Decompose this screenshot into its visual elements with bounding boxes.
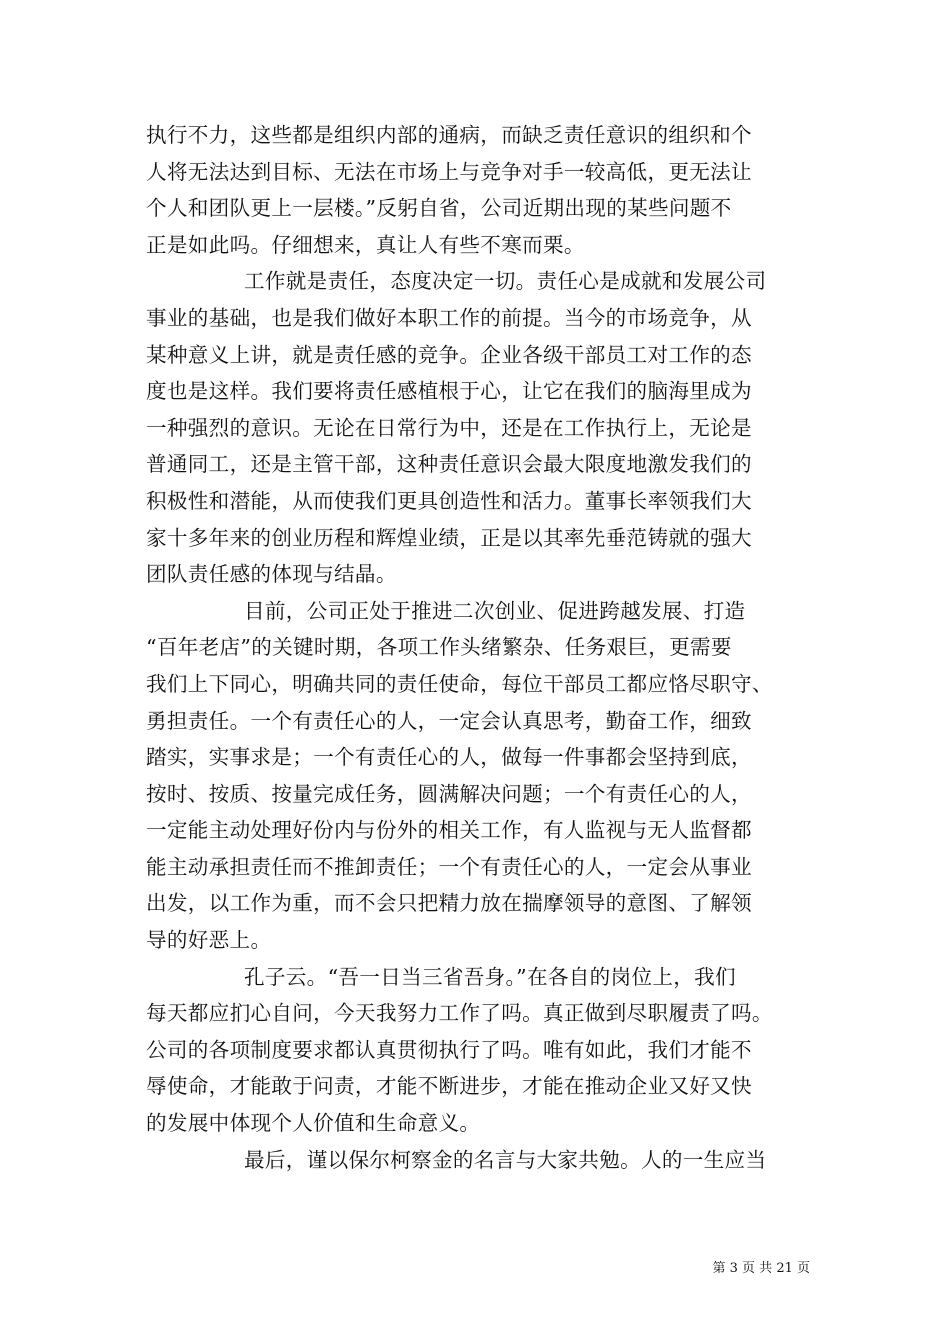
- text-line: 辱使命，才能敢于问责，才能不断进步，才能在推动企业又好又快: [146, 1074, 752, 1099]
- text-line: 一种强烈的意识。无论在日常行为中，还是在工作执行上，无论是: [146, 415, 752, 440]
- text-line: 一定能主动处理好份内与份外的相关工作，有人监视与无人监督都: [146, 818, 752, 843]
- text-line: 事业的基础，也是我们做好本职工作的前提。当今的市场竞争，从: [146, 305, 752, 330]
- text-line: 公司的各项制度要求都认真贯彻执行了吗。唯有如此，我们才能不: [146, 1037, 752, 1062]
- text-line: 我们上下同心，明确共同的责任使命，每位干部员工都应恪尽职守、: [146, 671, 773, 696]
- text-line: “百年老店”的关键时期，各项工作头绪繁杂、任务艰巨，更需要: [146, 635, 732, 660]
- text-line: 的发展中体现个人价值和生命意义。: [146, 1111, 481, 1136]
- text-line: 目前，公司正处于推进二次创业、促进跨越发展、打造: [244, 598, 746, 623]
- text-line: 团队责任感的体现与结晶。: [146, 562, 397, 587]
- text-line: 家十多年来的创业历程和辉煌业绩，正是以其率先垂范铸就的强大: [146, 525, 752, 550]
- text-line: 每天都应扪心自问，今天我努力工作了吗。真正做到尽职履责了吗。: [146, 1001, 773, 1026]
- text-line: 积极性和潜能，从而使我们更具创造性和活力。董事长率领我们大: [146, 488, 752, 513]
- text-line: 工作就是责任，态度决定一切。责任心是成就和发展公司: [244, 269, 767, 294]
- document-body: [146, 117, 810, 1178]
- page-footer: 第 3 页 共 21 页: [712, 1261, 810, 1276]
- text-line: 能主动承担责任而不推卸责任；一个有责任心的人，一定会从事业: [146, 854, 752, 879]
- text-line: 最后，谨以保尔柯察金的名言与大家共勉。人的一生应当: [244, 1147, 767, 1172]
- text-line: 执行不力，这些都是组织内部的通病，而缺乏责任意识的组织和个: [146, 123, 752, 147]
- text-line: 普通同工，还是主管干部，这种责任意识会最大限度地激发我们的: [146, 452, 752, 477]
- text-line: 某种意义上讲，就是责任感的竞争。企业各级干部员工对工作的态: [146, 342, 752, 367]
- text-line: 个人和团队更上一层楼。”反躬自省，公司近期出现的某些问题不: [146, 196, 732, 221]
- text-line: 孔子云。“吾一日当三省吾身。”在各自的岗位上，我们: [244, 964, 736, 989]
- text-line: 正是如此吗。仔细想来，真让人有些不寒而栗。: [146, 232, 585, 257]
- text-line: 出发，以工作为重，而不会只把精力放在揣摩领导的意图、了解领: [146, 891, 752, 916]
- text-line: 勇担责任。一个有责任心的人，一定会认真思考，勤奋工作，细致: [146, 708, 752, 733]
- text-line: 人将无法达到目标、无法在市场上与竞争对手一较高低，更无法让: [146, 159, 752, 184]
- text-line: 度也是这样。我们要将责任感植根于心，让它在我们的脑海里成为: [146, 379, 752, 404]
- text-line: 踏实，实事求是；一个有责任心的人，做每一件事都会坚持到底，: [146, 745, 752, 770]
- text-line: 导的好恶上。: [146, 928, 272, 953]
- text-line: 按时、按质、按量完成任务，圆满解决问题；一个有责任心的人，: [146, 781, 752, 806]
